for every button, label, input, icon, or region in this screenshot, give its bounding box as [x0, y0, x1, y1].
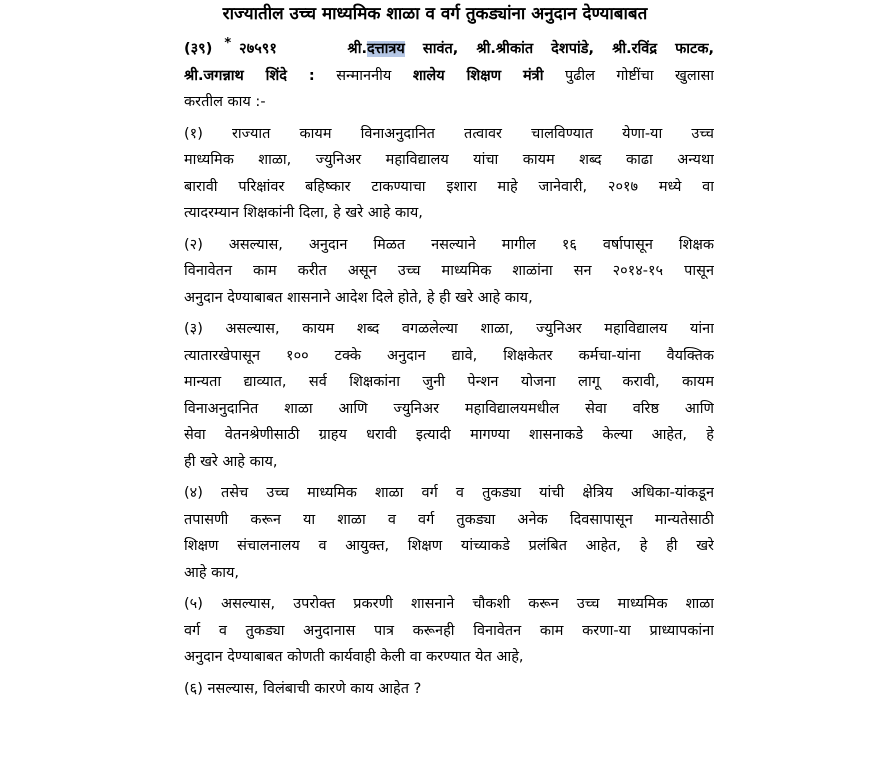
highlighted-name: दत्तात्रय — [366, 41, 405, 57]
item-3-line-3: मान्यता द्याव्यात, सर्व शिक्षकांना जुनी पेन्शन योजना लागू करावी, कायम — [184, 374, 714, 390]
question-header-line-3: करतील काय :- — [184, 94, 266, 110]
question-number: (३९) — [184, 41, 213, 57]
item-2-line-1: (२) असल्यास, अनुदान मिळत नसल्याने मागील १६ वर्षापासून शिक्षक — [184, 236, 714, 253]
item-4-line-3: शिक्षण संचालनालय व आयुक्त, शिक्षण यांच्याकडे प्रलंबित आहेत, हे ही खरे — [184, 538, 714, 554]
item-2-line-3: अनुदान देण्याबाबत शासनाने आदेश दिले होते, हे ही खरे आहे काय, — [184, 289, 533, 306]
item-2-line-2: विनावेतन काम करीत असून उच्च माध्यमिक शाळांना सन २०१४-१५ पासून — [184, 263, 714, 279]
item-5-line-3: अनुदान देण्याबाबत कोणती कार्यवाही केली वा करण्यात येत आहे, — [184, 649, 524, 665]
members-prefix: श्री. — [347, 41, 367, 57]
item-1-line-1: (१) राज्यात कायम विनाअनुदानित तत्वावर चालविण्यात येणा-या उच्च — [184, 125, 714, 142]
starred-mark: * — [224, 36, 232, 51]
item-3-line-2: त्यातारखेपासून १०० टक्के अनुदान द्यावे, शिक्षकेतर कर्मचा-यांना वैयक्तिक — [184, 347, 714, 364]
item-4-line-4: आहे काय, — [184, 564, 240, 581]
item-1-line-2: माध्यमिक शाळा, ज्युनिअर महाविद्यालय यांचा कायम शब्द काढा अन्यथा — [184, 152, 714, 168]
item-6-line-1: (६) नसल्यास, विलंबाची कारणे काय आहेत ? — [184, 680, 422, 697]
item-4-line-2: तपासणी करून या शाळा व वर्ग तुकड्या अनेक दिवसापासून मान्यतेसाठी — [184, 511, 714, 528]
item-3-line-5: सेवा वेतनश्रेणीसाठी ग्राहय धरावी इत्यादी मागण्या शासनाकडे केल्या आहेत, हे — [184, 427, 714, 443]
item-5-line-2: वर्ग व तुकड्या अनुदानास पात्र करूनही विनावेतन काम करणा-या प्राध्यापकांना — [184, 622, 714, 639]
item-5-line-1: (५) असल्यास, उपरोक्त प्रकरणी शासनाने चौकशी करून उच्च माध्यमिक शाळा — [184, 596, 714, 612]
minister-title: शालेय शिक्षण मंत्री — [412, 67, 544, 84]
item-3-line-6: ही खरे आहे काय, — [184, 453, 278, 470]
item-3-line-4: विनाअनुदानित शाळा आणि ज्युनिअर महाविद्यालयमधील सेवा वरिष्ठ आणि — [184, 400, 714, 417]
honorific: सन्माननीय — [336, 67, 392, 84]
question-body — [184, 36, 714, 702]
item-4-line-1: (४) तसेच उच्च माध्यमिक शाळा वर्ग व तुकड्या यांची क्षेत्रिय अधिका-यांकडून — [184, 485, 714, 501]
item-1-line-4: त्यादरम्यान शिक्षकांनी दिला, हे खरे आहे काय, — [184, 205, 423, 221]
item-3-line-1: (३) असल्यास, कायम शब्द वगळलेल्या शाळा, ज्युनिअर महाविद्यालय यांना — [184, 321, 714, 337]
document-title: राज्यातील उच्च माध्यमिक शाळा व वर्ग तुकड्यांना अनुदान देण्याबाबत — [222, 4, 648, 24]
ask-suffix: पुढील गोष्टींचा खुलासा — [564, 67, 714, 84]
question-header-line-1 — [184, 36, 714, 63]
item-1-line-3: बारावी परिक्षांवर बहिष्कार टाकण्याचा इशारा माहे जानेवारी, २०१७ मध्ये वा — [184, 178, 714, 195]
question-id: २७५९१ — [239, 41, 277, 57]
question-header-line-2 — [184, 63, 714, 90]
members-line-2: श्री.जगन्नाथ शिंदे : — [184, 67, 315, 84]
members-line-1: सावंत, श्री.श्रीकांत देशपांडे, श्री.रविंद्र फाटक, — [404, 41, 714, 57]
